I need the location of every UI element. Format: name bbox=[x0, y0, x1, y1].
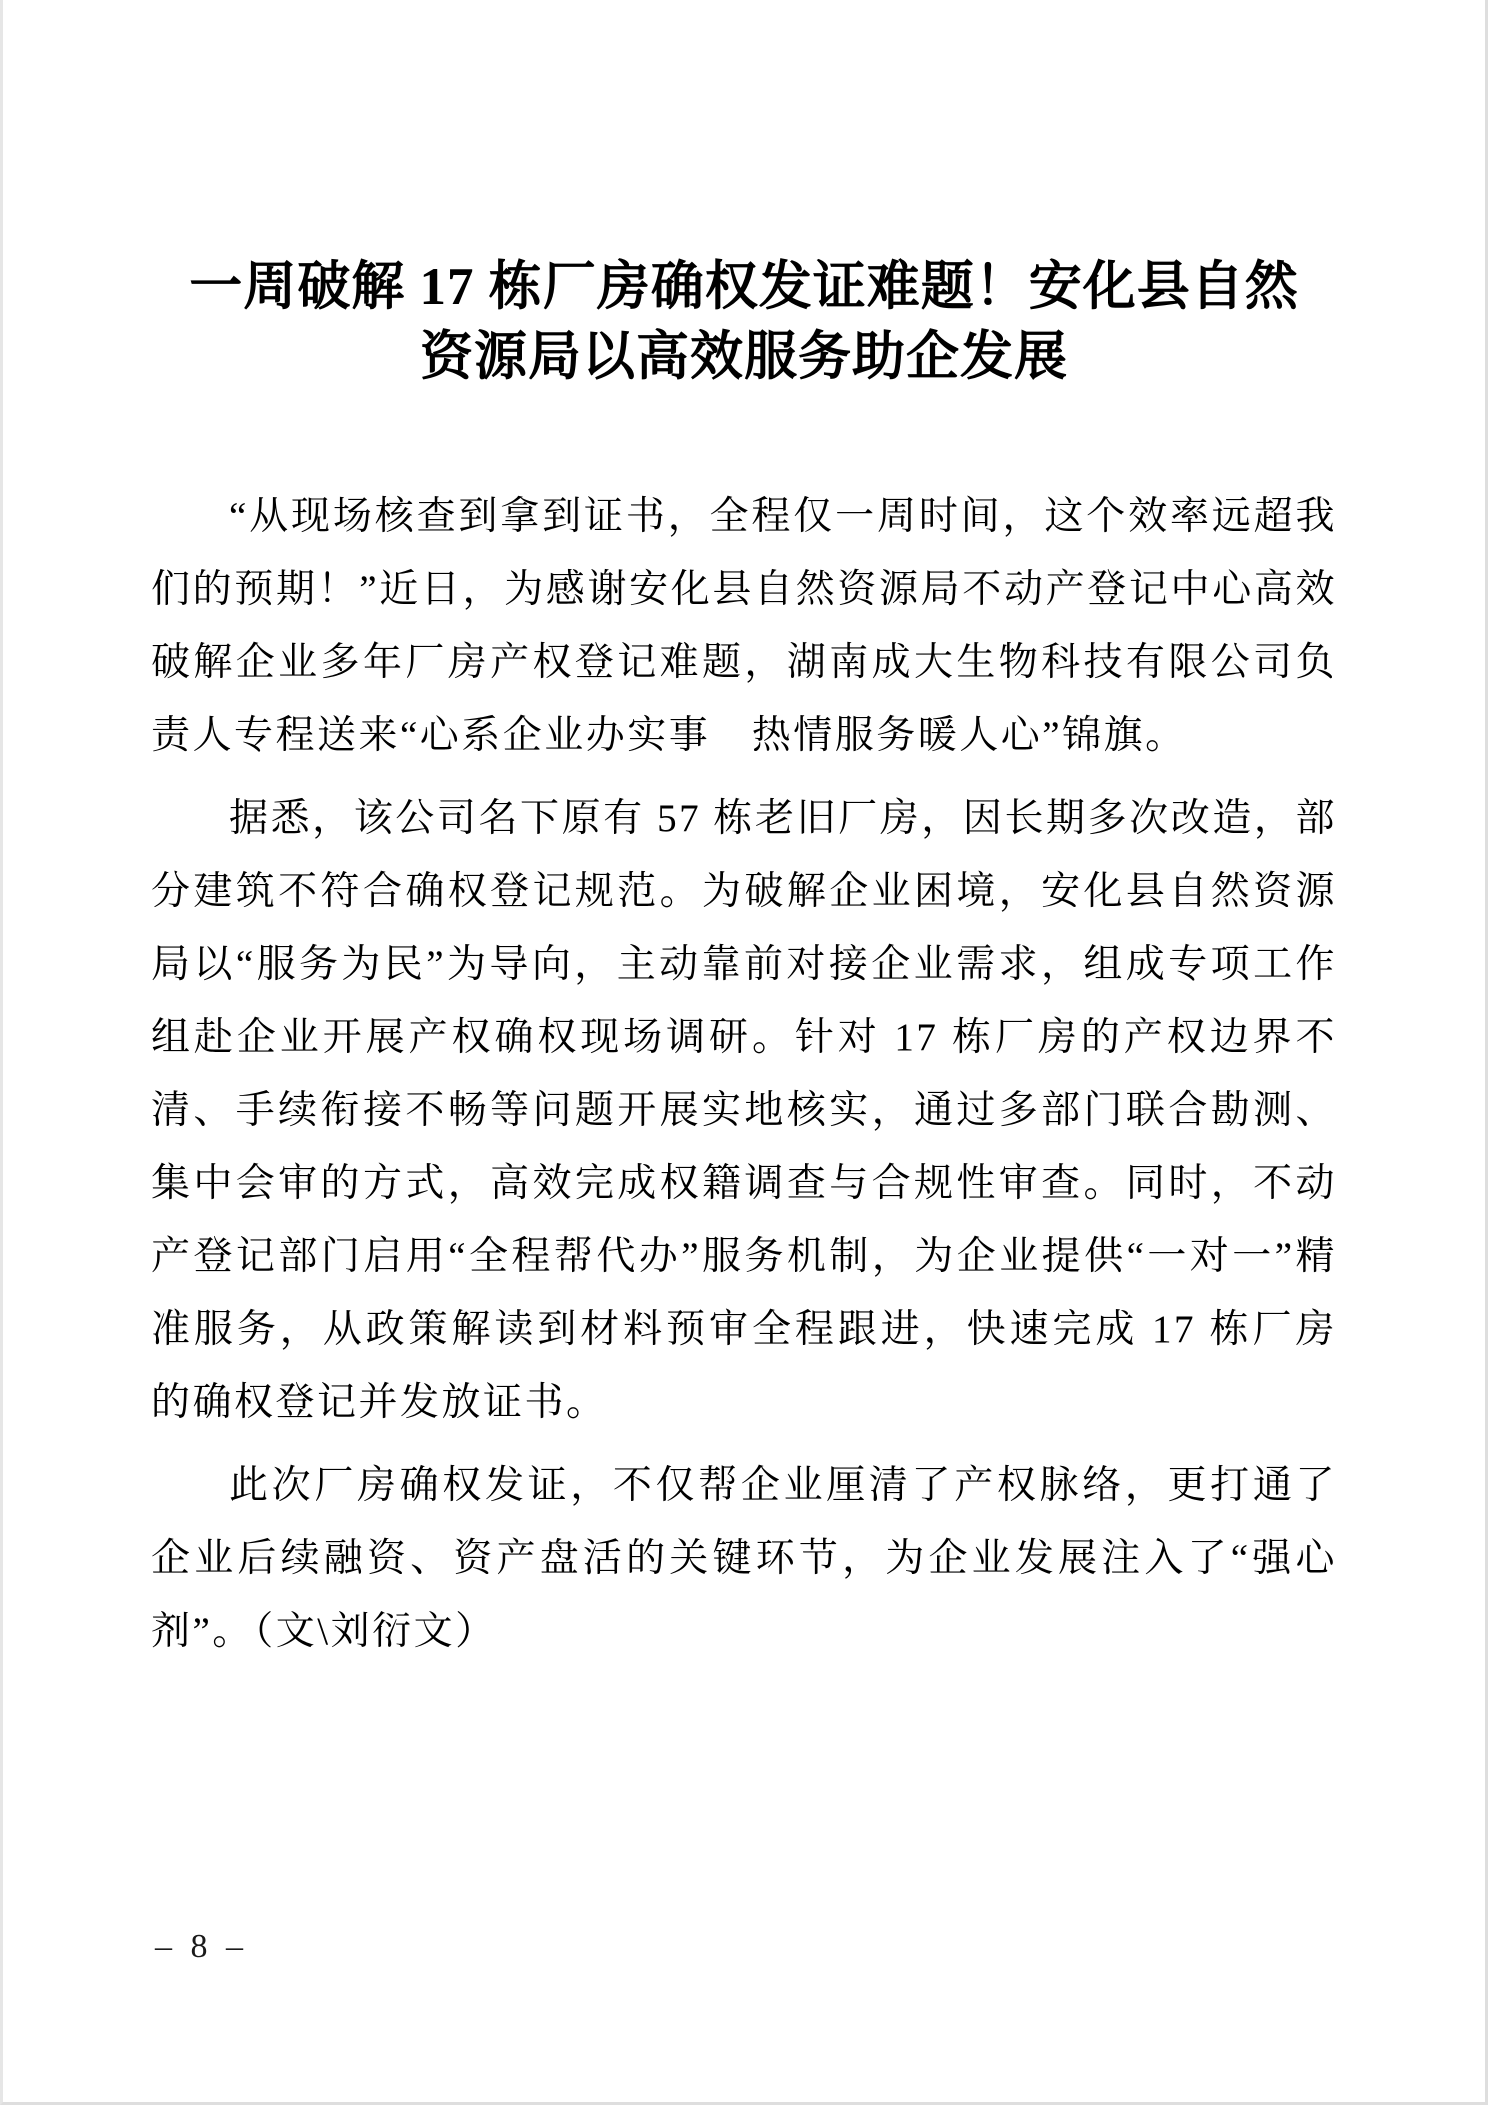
paragraph-1: “从现场核查到拿到证书，全程仅一周时间，这个效率远超我们的预期！”近日，为感谢安化县自然资源局不动产登记中心高效破解企业多年厂房产权登记难题，湖南成大生物科技有限公司负责人专程送来“心系企业办实事 热情服务暖人心”锦旗。 bbox=[151, 495, 1337, 757]
article-title-line-2: 资源局以高效服务助企发展 bbox=[420, 328, 1068, 386]
article-title-line-1: 一周破解 17 栋厂房确权发证难题！安化县自然 bbox=[189, 258, 1299, 316]
paragraph-3: 此次厂房确权发证，不仅帮企业厘清了产权脉络，更打通了企业后续融资、资产盘活的关键环节，为企业发展注入了“强心剂”。（文\刘衍文） bbox=[151, 1464, 1337, 1653]
article-body bbox=[151, 480, 1337, 1668]
paragraph-2: 据悉，该公司名下原有 57 栋老旧厂房，因长期多次改造，部分建筑不符合确权登记规范。为破解企业困境，安化县自然资源局以“服务为民”为导向，主动靠前对接企业需求，组成专项工作组赴企业开展产权确权现场调研。针对 17 栋厂房的产权边界不清、手续衔接不畅等问题开展实地核实，通过多部门联合勘测、集中会审的方式，高效完成权籍调查与合规性审查。同时，不动产登记部门启用“全程帮代办”服务机制，为企业提供“一对一”精准服务，从政策解读到材料预审全程跟进，快速完成 17 栋厂房的确权登记并发放证书。 bbox=[151, 797, 1337, 1424]
page-number: – 8 – bbox=[155, 1928, 248, 1965]
article-title bbox=[151, 252, 1337, 392]
